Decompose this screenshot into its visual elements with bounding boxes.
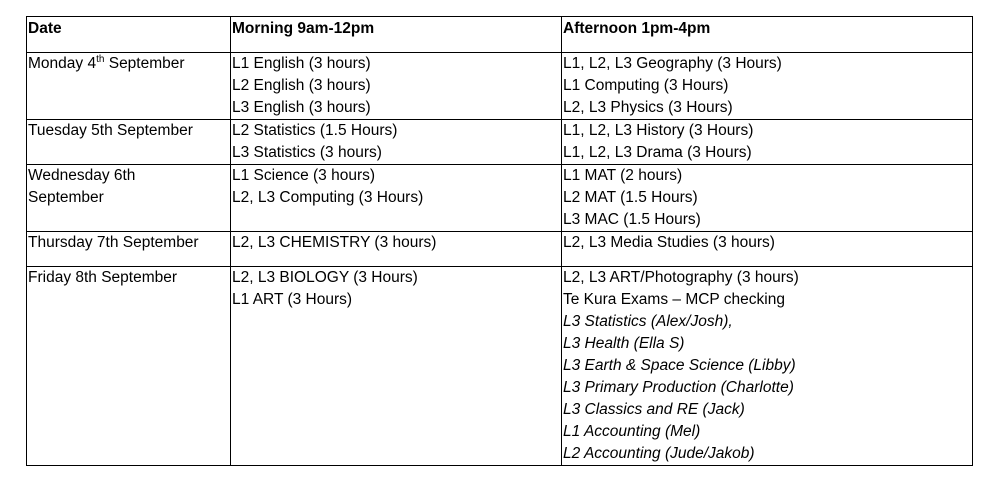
date-cell: Thursday 7th September [27, 232, 231, 267]
table-row [27, 165, 973, 232]
mcp-entry: L3 Earth & Space Science (Libby) [563, 357, 796, 374]
exam-entry: L3 MAC (1.5 Hours) [563, 211, 701, 228]
table-row [27, 267, 973, 466]
date-cell: Friday 8th September [27, 267, 231, 466]
mcp-entry: L3 Classics and RE (Jack) [563, 401, 745, 418]
exam-entry: L2 Statistics (1.5 Hours) [232, 122, 398, 139]
date-cell [27, 165, 231, 232]
date-cell [27, 53, 231, 120]
header-date: Date [27, 17, 231, 53]
exam-entry: L2, L3 Physics (3 Hours) [563, 99, 733, 116]
header-row [27, 17, 973, 53]
date-cell: Tuesday 5th September [27, 120, 231, 165]
exam-entry: L2, L3 ART/Photography (3 hours) [563, 269, 799, 286]
exam-entry: L2, L3 Computing (3 Hours) [232, 189, 424, 206]
afternoon-cell [562, 120, 973, 165]
exam-entry: L2 MAT (1.5 Hours) [563, 189, 698, 206]
exam-entry: L1, L2, L3 Drama (3 Hours) [563, 144, 752, 161]
afternoon-cell [562, 267, 973, 466]
table-row [27, 232, 973, 267]
exam-entry: L3 Statistics (3 hours) [232, 144, 382, 161]
exam-entry: L2, L3 Media Studies (3 hours) [563, 234, 775, 251]
morning-cell [231, 267, 562, 466]
mcp-entry: L1 Accounting (Mel) [563, 423, 701, 440]
mcp-entry: L3 Health (Ella S) [563, 335, 685, 352]
afternoon-cell [562, 232, 973, 267]
mcp-entry: L3 Statistics (Alex/Josh), [563, 313, 733, 330]
header-morning: Morning 9am-12pm [231, 17, 562, 53]
mcp-entry: L3 Primary Production (Charlotte) [563, 379, 794, 396]
day-label-line: September [28, 189, 104, 206]
exam-entry: L1 English (3 hours) [232, 55, 371, 72]
exam-entry: L1, L2, L3 History (3 Hours) [563, 122, 754, 139]
morning-cell [231, 165, 562, 232]
morning-cell [231, 120, 562, 165]
table-row [27, 120, 973, 165]
exam-entry: L1 Science (3 hours) [232, 167, 376, 184]
exam-entry: L2, L3 CHEMISTRY (3 hours) [232, 234, 437, 251]
exam-entry: L1 Computing (3 Hours) [563, 77, 729, 94]
header-afternoon: Afternoon 1pm-4pm [562, 17, 973, 53]
exam-entry: L3 English (3 hours) [232, 99, 371, 116]
afternoon-cell [562, 53, 973, 120]
exam-entry: Te Kura Exams – MCP checking [563, 291, 785, 308]
morning-cell [231, 232, 562, 267]
exam-entry: L2, L3 BIOLOGY (3 Hours) [232, 269, 418, 286]
exam-entry: L1 MAT (2 hours) [563, 167, 683, 184]
mcp-entry: L2 Accounting (Jude/Jakob) [563, 445, 755, 462]
afternoon-cell [562, 165, 973, 232]
exam-schedule-table [26, 16, 973, 466]
day-label-line: Wednesday 6th [28, 167, 136, 184]
exam-entry: L2 English (3 hours) [232, 77, 371, 94]
day-label: Monday 4th September [28, 54, 185, 72]
table-row [27, 53, 973, 120]
exam-entry: L1 ART (3 Hours) [232, 291, 353, 308]
exam-entry: L1, L2, L3 Geography (3 Hours) [563, 55, 782, 72]
morning-cell [231, 53, 562, 120]
